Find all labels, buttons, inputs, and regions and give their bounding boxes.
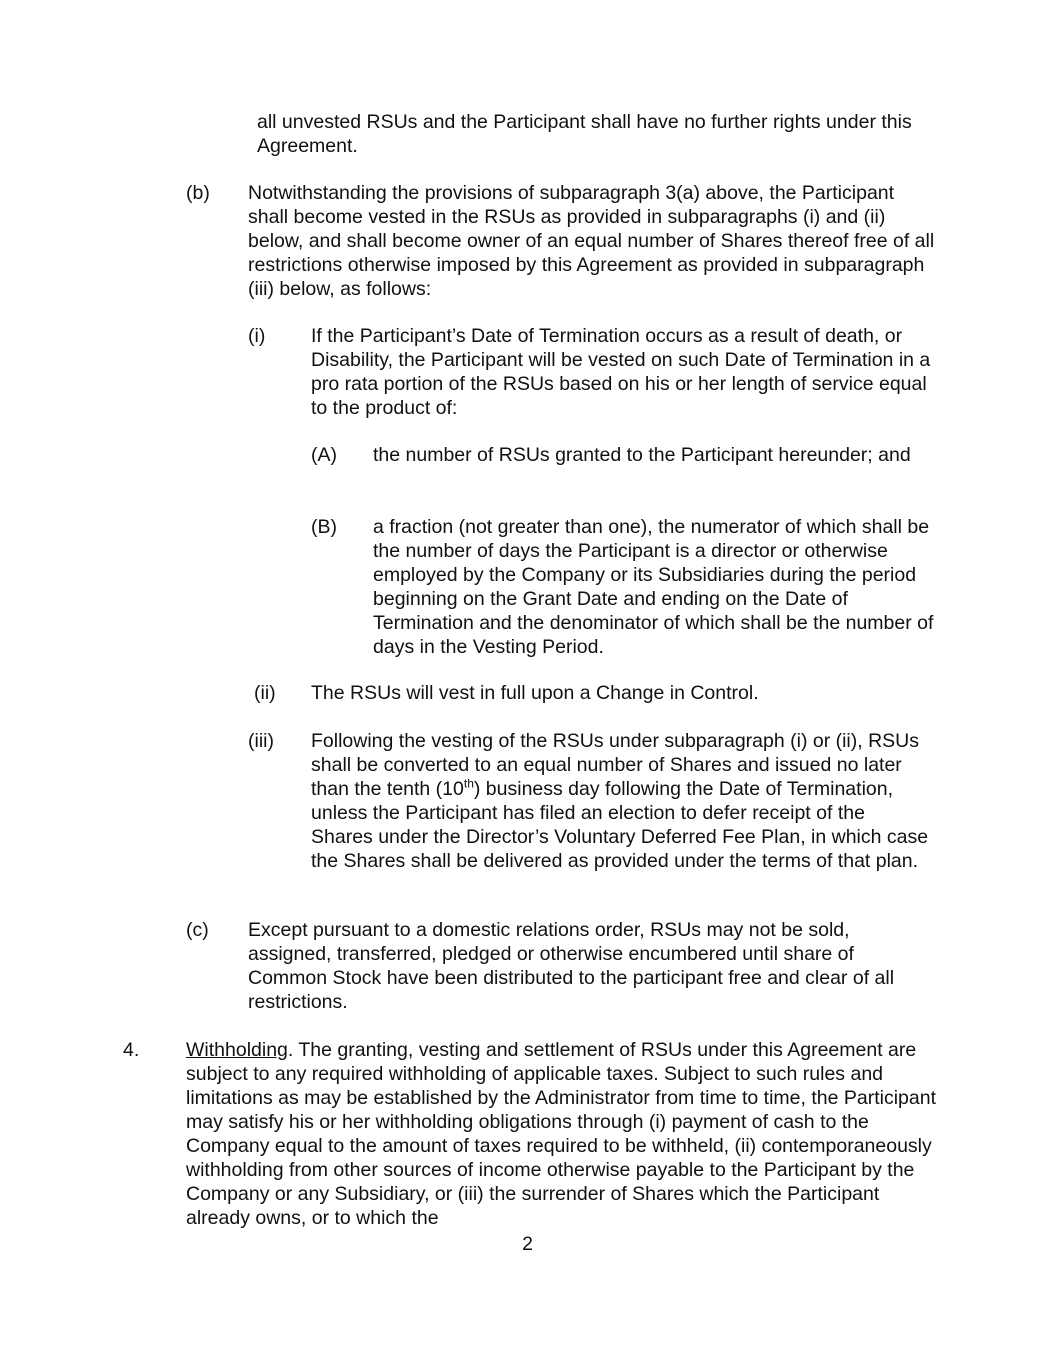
continuation-text: all unvested RSUs and the Participant shall have no further rights under this Agreement.	[257, 111, 912, 157]
page-number: 2	[522, 1233, 533, 1255]
item-A-label: (A)	[311, 444, 337, 466]
item-B-text: a fraction (not greater than one), the numerator of which shall be the number of days the Participant is a director or otherwise employed by the Company or its Subsidiaries during the period beginning on the Grant Date and ending on the Date of Termination and the denominator of which shall be the number of days in the Vesting Period.	[373, 516, 934, 658]
item-ii-text: The RSUs will vest in full upon a Change in Control.	[311, 682, 759, 704]
item-iii-text-before: Following the vesting of the RSUs under subparagraph (i) or (ii), RSUs shall be converted to an equal number of Shares and issued no later than the tenth (10	[311, 730, 920, 800]
item-i-text: If the Participant’s Date of Termination occurs as a result of death, or Disability, the Participant will be vested on such Date of Termination in a pro rata portion of the RSUs based on his or her length of service equal to the product of:	[311, 325, 931, 419]
paragraph-b-text: Notwithstanding the provisions of subparagraph 3(a) above, the Participant shall become vested in the RSUs as provided in subparagraphs (i) and (ii) below, and shall become owner of an equal number of Shares thereof free of all restrictions otherwise imposed by this Agreement as provided in subparagraph (iii) below, as follows:	[248, 182, 935, 300]
paragraph-c-label: (c)	[186, 919, 209, 941]
item-iii-superscript: th	[463, 776, 474, 791]
item-i-label: (i)	[248, 325, 266, 347]
item-ii-label: (ii)	[254, 682, 276, 704]
item-iii-label: (iii)	[248, 730, 274, 752]
section-4-number: 4.	[123, 1039, 140, 1061]
section-4-body: . The granting, vesting and settlement of RSUs under this Agreement are subject to any required withholding of applicable taxes. Subject to such rules and limitations as may be established by the Administrator from time to time, the Participant may satisfy his or her withholding obligations through (i) payment of cash to the Company equal to the amount of taxes required to be withheld, (ii) contemporaneously withholding from other sources of income otherwise payable to the Participant by the Company or any Subsidiary, or (iii) the surrender of Shares which the Participant already owns, or to which the	[186, 1039, 936, 1229]
paragraph-c-text: Except pursuant to a domestic relations order, RSUs may not be sold, assigned, transferred, pledged or otherwise encumbered until share of Common Stock have been distributed to the participant free and clear of all restrictions.	[248, 919, 895, 1013]
item-B-label: (B)	[311, 516, 337, 538]
item-iii-text	[311, 729, 931, 873]
section-4-heading: Withholding	[186, 1039, 288, 1061]
section-4-text	[186, 1038, 936, 1230]
paragraph-b-label: (b)	[186, 182, 210, 204]
item-A-text: the number of RSUs granted to the Participant hereunder; and	[373, 444, 911, 466]
item-iii-text-after: ) business day following the Date of Termination, unless the Participant has filed an election to defer receipt of the Shares under the Director’s Voluntary Deferred Fee Plan, in which case the Shares shall be delivered as provided under the terms of that plan.	[311, 778, 929, 872]
